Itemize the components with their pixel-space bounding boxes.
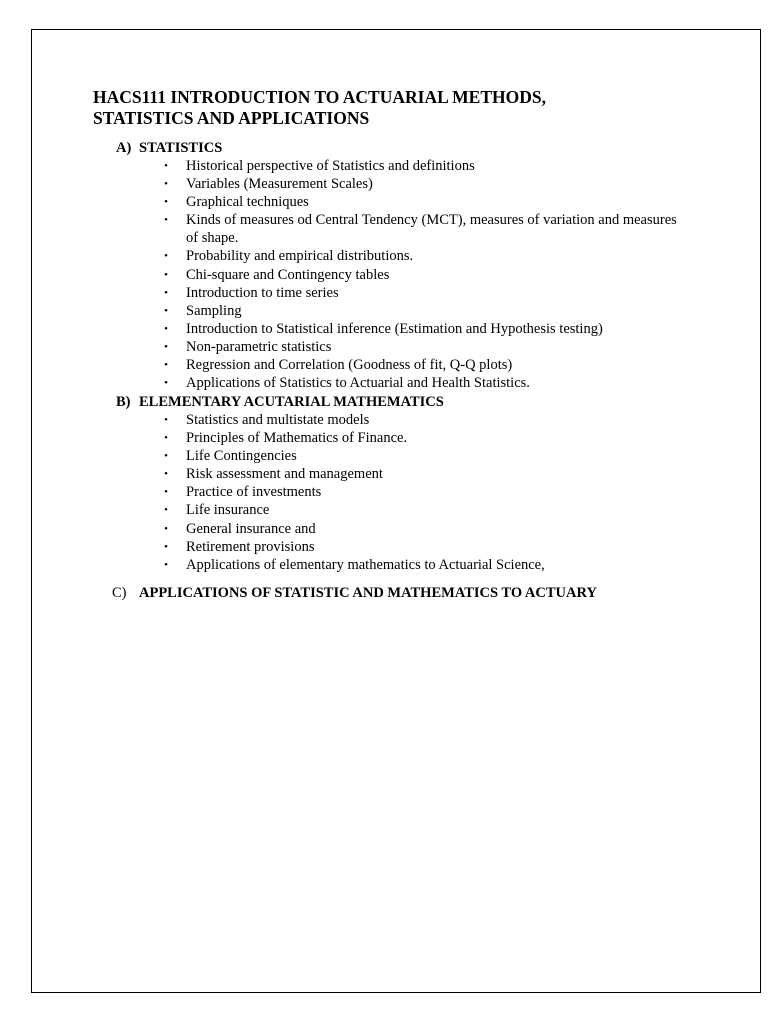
section-a-title: STATISTICS	[139, 140, 223, 156]
list-item: • Non-parametric statistics	[160, 338, 680, 356]
list-item: • General insurance and	[160, 520, 680, 538]
list-item: • Regression and Correlation (Goodness of fit, Q-Q plots)	[160, 356, 680, 374]
title-line-2: STATISTICS AND APPLICATIONS	[93, 108, 370, 128]
document-title	[93, 87, 693, 129]
list-item: • Life insurance	[160, 501, 680, 519]
bullet-icon: •	[164, 558, 168, 571]
bullet-icon: •	[164, 304, 168, 317]
section-a-letter: A)	[116, 140, 132, 156]
bullet-icon: •	[164, 178, 168, 191]
section-b-letter: B)	[116, 394, 131, 410]
bullet-icon: •	[164, 540, 168, 553]
list-item: • Introduction to Statistical inference (Estimation and Hypothesis testing)	[160, 320, 680, 338]
bullet-icon: •	[164, 414, 168, 426]
list-item: • Chi-square and Contingency tables	[160, 266, 680, 284]
bullet-icon: •	[164, 432, 168, 445]
bullet-icon: •	[164, 504, 168, 517]
bullet-icon: •	[164, 450, 168, 463]
list-item: • Applications of Statistics to Actuarial and Health Statistics.	[160, 374, 680, 392]
list-item: • Principles of Mathematics of Finance.	[160, 429, 680, 447]
list-item: • Kinds of measures od Central Tendency (MCT), measures of variation and measures of shape.	[160, 211, 680, 247]
section-b-heading	[116, 393, 444, 411]
section-a-list	[160, 157, 680, 392]
list-item: • Variables (Measurement Scales)	[160, 175, 680, 193]
list-item: • Sampling	[160, 302, 680, 320]
list-item: • Graphical techniques	[160, 193, 680, 211]
list-item: • Introduction to time series	[160, 284, 680, 302]
list-item: • Risk assessment and management	[160, 465, 680, 483]
list-item: • Probability and empirical distributions.	[160, 247, 680, 265]
list-item: • Applications of elementary mathematics to Actuarial Science,	[160, 556, 680, 574]
list-item: • Practice of investments	[160, 483, 680, 501]
bullet-icon: •	[164, 522, 168, 535]
list-item: • Retirement provisions	[160, 538, 680, 556]
list-item: • Life Contingencies	[160, 447, 680, 465]
list-item: • Statistics and multistate models	[160, 411, 680, 429]
section-c-title: APPLICATIONS OF STATISTIC AND MATHEMATICS TO ACTUARY	[139, 585, 597, 601]
bullet-icon: •	[164, 377, 168, 390]
bullet-icon: •	[164, 286, 168, 299]
section-c-heading	[112, 584, 597, 602]
title-line-1: HACS111 INTRODUCTION TO ACTUARIAL METHODS,	[93, 87, 546, 107]
bullet-icon: •	[164, 214, 168, 227]
bullet-icon: •	[164, 160, 168, 172]
bullet-icon: •	[164, 468, 168, 481]
section-c-letter: C)	[112, 585, 127, 601]
section-b-title: ELEMENTARY ACUTARIAL MATHEMATICS	[139, 394, 444, 410]
bullet-icon: •	[164, 340, 168, 353]
section-a-heading	[116, 139, 222, 157]
bullet-icon: •	[164, 322, 168, 335]
list-item: • Historical perspective of Statistics and definitions	[160, 157, 680, 175]
bullet-icon: •	[164, 268, 168, 281]
bullet-icon: •	[164, 196, 168, 209]
section-b-list	[160, 411, 680, 574]
bullet-icon: •	[164, 359, 168, 372]
bullet-icon: •	[164, 250, 168, 263]
bullet-icon: •	[164, 486, 168, 499]
